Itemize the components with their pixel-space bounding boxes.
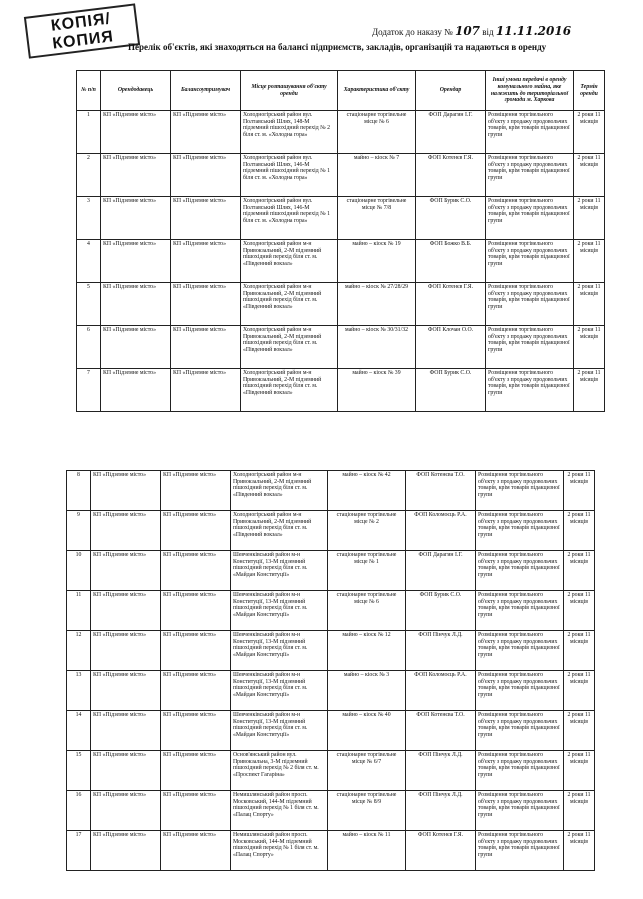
row-tenant: ФОП Пінчук Л.Д. <box>406 791 476 831</box>
row-object: майно – кіоск № 3 <box>328 671 406 711</box>
row-tenant: ФОП Клочан О.О. <box>416 326 486 369</box>
row-tenant: ФОП Котенєв Г.Я. <box>406 831 476 871</box>
row-tenant: ФОП Пінчук Л.Д. <box>406 751 476 791</box>
row-location: Холодногірський район вул. Полтавський Шлях, 146-М підземний пішохідний перехід № 1 біля ст. м. «Холодна гора» <box>241 154 338 197</box>
row-holder: КП «Підземне місто» <box>161 711 231 751</box>
lease-table-part-1 <box>76 70 605 412</box>
row-object: стаціонарне торгівельне місце № 2 <box>328 511 406 551</box>
row-tenant: ФОП Котенєв Г.Я. <box>416 283 486 326</box>
row-location: Шевченківський район м-н Конституції, 13-М підземний пішохідний перехід біля ст. м. «Майдан Конституції» <box>231 591 328 631</box>
row-term: 2 роки 11 місяців <box>564 671 595 711</box>
row-lessor: КП «Підземне місто» <box>91 631 161 671</box>
row-holder: КП «Підземне місто» <box>171 283 241 326</box>
row-tenant: ФОП Бурик С.О. <box>416 197 486 240</box>
table-row <box>77 326 605 369</box>
row-term: 2 роки 11 місяців <box>564 591 595 631</box>
stamp-line-2: КОПИЯ <box>51 28 115 53</box>
row-term: 2 роки 11 місяців <box>564 751 595 791</box>
row-number: 5 <box>77 283 101 326</box>
row-location: Холодногірський район м-н Привокзальний, 2-М підземний пішохідний перехід біля ст. м. «Південний вокзал» <box>241 240 338 283</box>
row-object: майно – кіоск № 40 <box>328 711 406 751</box>
row-tenant: ФОП Котенєв Г.Я. <box>416 154 486 197</box>
row-lessor: КП «Підземне місто» <box>101 154 171 197</box>
row-lessor: КП «Підземне місто» <box>91 751 161 791</box>
table-row <box>67 551 595 591</box>
row-number: 12 <box>67 631 91 671</box>
row-object: майно – кіоск № 27/28/29 <box>338 283 416 326</box>
table-row <box>67 751 595 791</box>
row-term: 2 роки 11 місяців <box>574 369 605 412</box>
row-tenant: ФОП Коломоєць Р.А. <box>406 511 476 551</box>
row-location: Холодногірський район вул. Полтавський Шлях, 148-М підземний пішохідний перехід № 2 біля ст. м. «Холодна гора» <box>241 111 338 154</box>
row-lessor: КП «Підземне місто» <box>91 471 161 511</box>
row-tenant: ФОП Пінчук Л.Д. <box>406 631 476 671</box>
header-object: Характеристика об'єкту <box>338 71 416 111</box>
table-row <box>77 154 605 197</box>
row-holder: КП «Підземне місто» <box>171 197 241 240</box>
row-object: майно – кіоск № 39 <box>338 369 416 412</box>
row-tenant: ФОП Божко В.Б. <box>416 240 486 283</box>
table-row <box>67 791 595 831</box>
row-conditions: Розміщення торгівельного об'єкту з продажу продовольчих товарів, крім товарів підакцизної групи <box>486 326 574 369</box>
row-location: Шевченківський район м-н Конституції, 13-М підземний пішохідний перехід біля ст. м. «Майдан Конституції» <box>231 671 328 711</box>
row-conditions: Розміщення торгівельного об'єкту з продажу продовольчих товарів, крім товарів підакцизної групи <box>476 471 564 511</box>
row-conditions: Розміщення торгівельного об'єкту з продажу продовольчих товарів, крім товарів підакцизної групи <box>486 369 574 412</box>
row-lessor: КП «Підземне місто» <box>101 283 171 326</box>
row-tenant: ФОП Коломоєць Р.А. <box>406 671 476 711</box>
row-term: 2 роки 11 місяців <box>574 154 605 197</box>
row-holder: КП «Підземне місто» <box>161 551 231 591</box>
document-title: Перелік об'єктів, які знаходяться на балансі підприємств, закладів, організацій та надаються в оренду <box>128 42 547 52</box>
copy-stamp <box>24 3 140 58</box>
row-conditions: Розміщення торгівельного об'єкту з продажу продовольчих товарів, крім товарів підакцизної групи <box>476 831 564 871</box>
row-term: 2 роки 11 місяців <box>564 831 595 871</box>
row-conditions: Розміщення торгівельного об'єкту з продажу продовольчих товарів, крім товарів підакцизної групи <box>486 197 574 240</box>
row-conditions: Розміщення торгівельного об'єкту з продажу продовольчих товарів, крім товарів підакцизної групи <box>476 591 564 631</box>
row-number: 8 <box>67 471 91 511</box>
row-term: 2 роки 11 місяців <box>564 551 595 591</box>
row-holder: КП «Підземне місто» <box>161 511 231 551</box>
row-number: 13 <box>67 671 91 711</box>
row-location: Основ'янський район вул. Привокзальна, 3-М підземний пішохідний перехід № 2 біля ст. м. «Проспект Гагаріна» <box>231 751 328 791</box>
row-object: стаціонарне торгівельне місце № 7/8 <box>338 197 416 240</box>
row-holder: КП «Підземне місто» <box>161 671 231 711</box>
addendum-header <box>372 24 571 38</box>
lease-table-part-2 <box>66 470 595 871</box>
row-conditions: Розміщення торгівельного об'єкту з продажу продовольчих товарів, крім товарів підакцизної групи <box>486 283 574 326</box>
row-holder: КП «Підземне місто» <box>161 831 231 871</box>
row-holder: КП «Підземне місто» <box>171 240 241 283</box>
header-term: Термін оренди <box>574 71 605 111</box>
row-object: майно – кіоск № 30/31/32 <box>338 326 416 369</box>
table-row <box>77 240 605 283</box>
row-holder: КП «Підземне місто» <box>171 369 241 412</box>
row-conditions: Розміщення торгівельного об'єкту з продажу продовольчих товарів, крім товарів підакцизної групи <box>476 551 564 591</box>
row-lessor: КП «Підземне місто» <box>101 326 171 369</box>
row-number: 4 <box>77 240 101 283</box>
row-tenant: ФОП Дарагин І.Г. <box>406 551 476 591</box>
row-object: стаціонарне торгівельне місце № 8/9 <box>328 791 406 831</box>
row-lessor: КП «Підземне місто» <box>91 551 161 591</box>
row-tenant: ФОП Дарагин І.Г. <box>416 111 486 154</box>
header-holder: Балансоутримувач <box>171 71 241 111</box>
row-location: Холодногірський район м-н Привокзальний, 2-М підземний пішохідний перехід біля ст. м. «Південний вокзал» <box>241 326 338 369</box>
row-term: 2 роки 11 місяців <box>564 631 595 671</box>
order-number: 107 <box>454 24 481 38</box>
row-object: стаціонарне торгівельне місце № 1 <box>328 551 406 591</box>
row-lessor: КП «Підземне місто» <box>91 711 161 751</box>
row-tenant: ФОП Бурик С.О. <box>416 369 486 412</box>
row-number: 1 <box>77 111 101 154</box>
row-term: 2 роки 11 місяців <box>564 791 595 831</box>
row-number: 15 <box>67 751 91 791</box>
row-holder: КП «Підземне місто» <box>171 326 241 369</box>
row-lessor: КП «Підземне місто» <box>91 511 161 551</box>
row-number: 3 <box>77 197 101 240</box>
row-number: 14 <box>67 711 91 751</box>
row-object: майно – кіоск № 7 <box>338 154 416 197</box>
row-conditions: Розміщення торгівельного об'єкту з продажу продовольчих товарів, крім товарів підакцизної групи <box>476 511 564 551</box>
row-term: 2 роки 11 місяців <box>574 197 605 240</box>
row-tenant: ФОП Бурик С.О. <box>406 591 476 631</box>
row-conditions: Розміщення торгівельного об'єкту з продажу продовольчих товарів, крім товарів підакцизної групи <box>476 671 564 711</box>
row-lessor: КП «Підземне місто» <box>91 591 161 631</box>
row-term: 2 роки 11 місяців <box>574 283 605 326</box>
table-header-row <box>77 71 605 111</box>
table-row <box>77 369 605 412</box>
row-conditions: Розміщення торгівельного об'єкту з продажу продовольчих товарів, крім товарів підакцизної групи <box>486 240 574 283</box>
row-term: 2 роки 11 місяців <box>574 111 605 154</box>
row-location: Холодногірський район м-н Привокзальний, 2-М підземний пішохідний перехід біля ст. м. «Південний вокзал» <box>241 369 338 412</box>
row-conditions: Розміщення торгівельного об'єкту з продажу продовольчих товарів, крім товарів підакцизної групи <box>476 631 564 671</box>
row-tenant: ФОП Котенєва Т.О. <box>406 711 476 751</box>
table-row <box>77 111 605 154</box>
addendum-label: Додаток до наказу № <box>372 27 453 37</box>
row-number: 7 <box>77 369 101 412</box>
row-number: 16 <box>67 791 91 831</box>
row-location: Холодногірський район вул. Полтавський Шлях, 146-М підземний пішохідний перехід № 1 біля ст. м. «Холодна гора» <box>241 197 338 240</box>
row-holder: КП «Підземне місто» <box>171 154 241 197</box>
table-row <box>67 711 595 751</box>
row-location: Холодногірський район м-н Привокзальний, 2-М підземний пішохідний перехід біля ст. м. «Південний вокзал» <box>231 511 328 551</box>
row-location: Холодногірський район м-н Привокзальний, 2-М підземний пішохідний перехід біля ст. м. «Південний вокзал» <box>241 283 338 326</box>
row-object: стаціонарне торгівельне місце № 6 <box>328 591 406 631</box>
row-holder: КП «Підземне місто» <box>161 591 231 631</box>
row-lessor: КП «Підземне місто» <box>101 197 171 240</box>
row-number: 10 <box>67 551 91 591</box>
row-object: майно – кіоск № 42 <box>328 471 406 511</box>
row-object: стаціонарне торгівельне місце № 6 <box>338 111 416 154</box>
header-location: Місце розташування об'єкту оренди <box>241 71 338 111</box>
row-conditions: Розміщення торгівельного об'єкту з продажу продовольчих товарів, крім товарів підакцизної групи <box>486 154 574 197</box>
row-term: 2 роки 11 місяців <box>564 711 595 751</box>
row-term: 2 роки 11 місяців <box>574 240 605 283</box>
row-holder: КП «Підземне місто» <box>161 791 231 831</box>
row-holder: КП «Підземне місто» <box>161 751 231 791</box>
row-object: стаціонарне торгівельне місце № 6/7 <box>328 751 406 791</box>
table-row <box>67 471 595 511</box>
row-number: 11 <box>67 591 91 631</box>
row-location: Шевченківський район м-н Конституції, 13-М підземний пішохідний перехід біля ст. м. «Майдан Конституції» <box>231 551 328 591</box>
row-number: 9 <box>67 511 91 551</box>
row-object: майно – кіоск № 19 <box>338 240 416 283</box>
row-lessor: КП «Підземне місто» <box>101 369 171 412</box>
date-label: від <box>482 27 494 37</box>
row-object: майно – кіоск № 11 <box>328 831 406 871</box>
row-number: 2 <box>77 154 101 197</box>
table-row <box>67 511 595 551</box>
row-term: 2 роки 11 місяців <box>564 511 595 551</box>
row-object: майно – кіоск № 12 <box>328 631 406 671</box>
row-conditions: Розміщення торгівельного об'єкту з продажу продовольчих товарів, крім товарів підакцизної групи <box>476 711 564 751</box>
row-number: 17 <box>67 831 91 871</box>
table-row <box>67 671 595 711</box>
row-location: Шевченківський район м-н Конституції, 13-М підземний пішохідний перехід біля ст. м. «Майдан Конституції» <box>231 631 328 671</box>
row-location: Холодногірський район м-н Привокзальний, 2-М підземний пішохідний перехід біля ст. м. «Південний вокзал» <box>231 471 328 511</box>
row-holder: КП «Підземне місто» <box>171 111 241 154</box>
row-location: Немишлянський район просп. Московський, 144-М підземний пішохідний перехід № 1 біля ст. м. «Палац Спорту» <box>231 831 328 871</box>
row-location: Шевченківський район м-н Конституції, 13-М підземний пішохідний перехід біля ст. м. «Майдан Конституції» <box>231 711 328 751</box>
row-lessor: КП «Підземне місто» <box>101 111 171 154</box>
table-row <box>67 831 595 871</box>
header-conditions: Інші умови передачі в оренду комунального майна, яке належить до територіальної громади м. Харкова <box>486 71 574 111</box>
row-term: 2 роки 11 місяців <box>574 326 605 369</box>
row-lessor: КП «Підземне місто» <box>91 791 161 831</box>
row-tenant: ФОП Котенєва Т.О. <box>406 471 476 511</box>
row-conditions: Розміщення торгівельного об'єкту з продажу продовольчих товарів, крім товарів підакцизної групи <box>476 751 564 791</box>
header-lessor: Орендодавець <box>101 71 171 111</box>
table-row <box>77 283 605 326</box>
row-lessor: КП «Підземне місто» <box>101 240 171 283</box>
table-row <box>77 197 605 240</box>
table-row <box>67 631 595 671</box>
row-term: 2 роки 11 місяців <box>564 471 595 511</box>
row-location: Немишлянський район просп. Московський, 144-М підземний пішохідний перехід № 1 біля ст. м. «Палац Спорту» <box>231 791 328 831</box>
row-lessor: КП «Підземне місто» <box>91 831 161 871</box>
row-conditions: Розміщення торгівельного об'єкту з продажу продовольчих товарів, крім товарів підакцизної групи <box>476 791 564 831</box>
table-row <box>67 591 595 631</box>
row-holder: КП «Підземне місто» <box>161 471 231 511</box>
stamp-line-1: КОПІЯ/ <box>50 10 112 35</box>
row-conditions: Розміщення торгівельного об'єкту з продажу продовольчих товарів, крім товарів підакцизної групи <box>486 111 574 154</box>
row-lessor: КП «Підземне місто» <box>91 671 161 711</box>
order-date: 11.11.2016 <box>495 24 572 38</box>
header-number: № п/п <box>77 71 101 111</box>
row-holder: КП «Підземне місто» <box>161 631 231 671</box>
row-number: 6 <box>77 326 101 369</box>
header-tenant: Орендар <box>416 71 486 111</box>
